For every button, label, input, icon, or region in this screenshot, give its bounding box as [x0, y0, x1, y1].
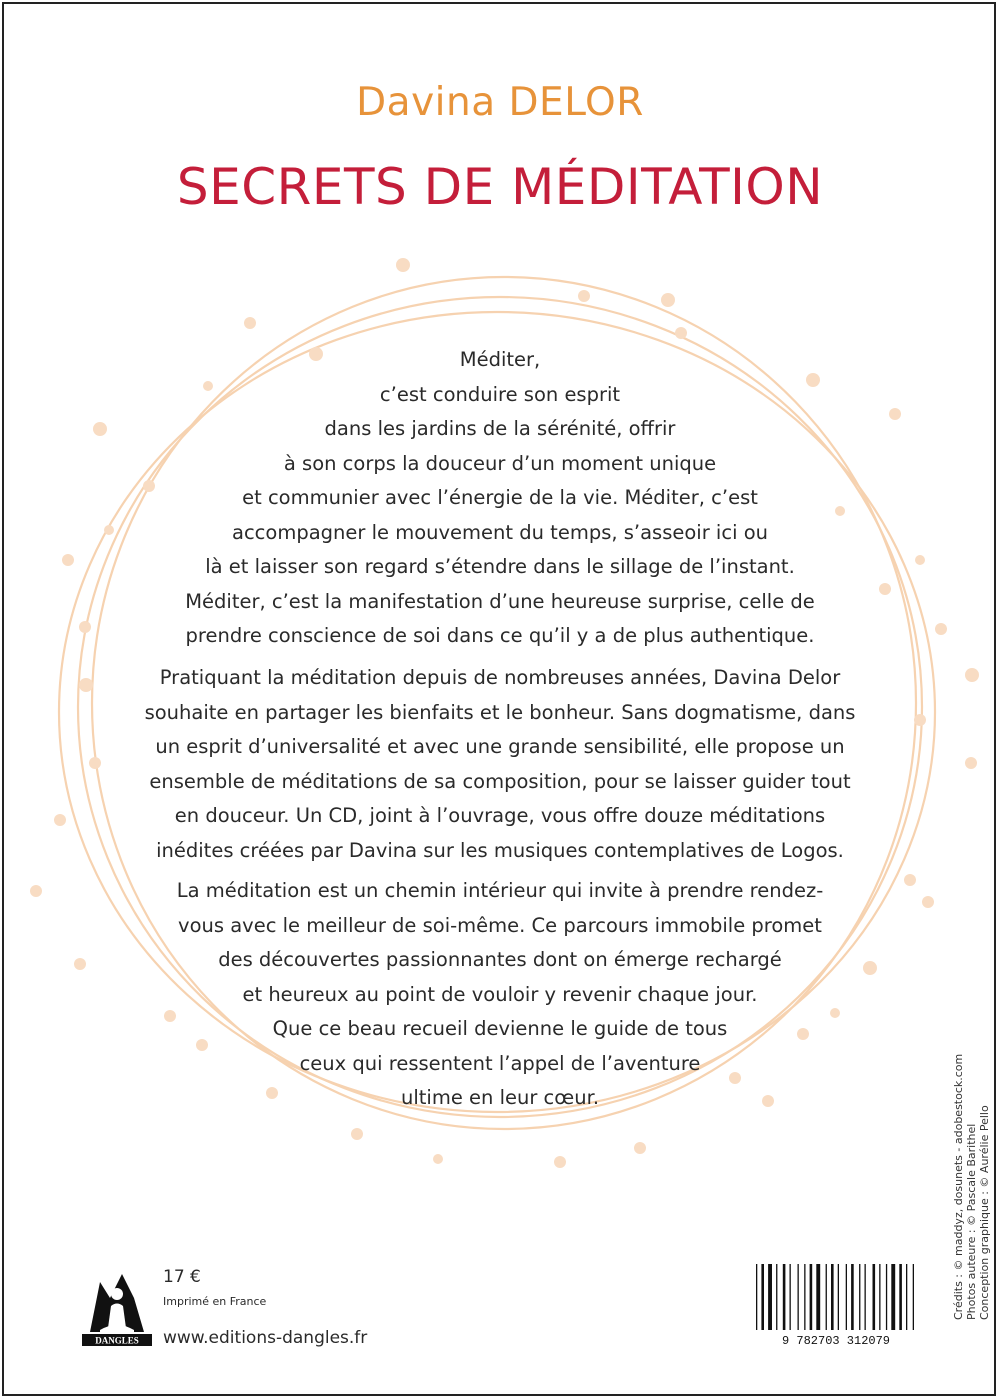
publisher-logo-text: DANGLES: [95, 1335, 139, 1346]
text-line: prendre conscience de soi dans ce qu’il y a de plus authentique.: [185, 624, 815, 647]
text-line: souhaite en partager les bienfaits et le bonheur. Sans dogmatisme, dans: [144, 700, 856, 724]
barcode-bar: [891, 1264, 895, 1330]
barcode-bar: [804, 1264, 805, 1330]
barcode-bar: [879, 1264, 880, 1330]
barcode-bar: [913, 1264, 914, 1330]
barcode-bar: [826, 1264, 827, 1330]
text-line: vous avec le meilleur de soi-même. Ce parcours immobile promet: [178, 913, 822, 937]
credit-line: Crédits : © maddyz, dosunets - adobestock.com: [952, 1053, 965, 1320]
credits: [952, 1054, 991, 1320]
price: 17 €: [163, 1267, 201, 1287]
printed-in: Imprimé en France: [163, 1295, 267, 1308]
credit-line: Conception graphique : © Aurélie Pello: [978, 1105, 991, 1320]
barcode-bar: [873, 1264, 876, 1330]
barcode-bar: [756, 1264, 757, 1330]
barcode-bar: [776, 1264, 777, 1330]
isbn-digits: 9 782703 312079: [781, 1334, 891, 1347]
decor-dot: [578, 290, 590, 302]
text-line: accompagner le mouvement du temps, s’asseoir ici ou: [232, 520, 768, 544]
barcode-bar: [798, 1264, 799, 1330]
barcode-bar: [899, 1264, 902, 1330]
decor-dot: [675, 327, 687, 339]
decor-dot: [351, 1128, 363, 1140]
barcode-bar: [768, 1264, 772, 1330]
barcode-bar: [865, 1264, 866, 1330]
text-line: c’est conduire son esprit: [379, 382, 621, 406]
text-line: Méditer, c’est la manifestation d’une heureuse surprise, celle de: [185, 589, 815, 613]
text-line: et heureux au point de vouloir y revenir chaque jour.: [242, 982, 758, 1006]
text-line: là et laisser son regard s’étendre dans le sillage de l’instant.: [205, 555, 795, 578]
barcode-bar: [810, 1264, 813, 1330]
text-line: et communier avec l’énergie de la vie. Méditer, c’est: [242, 486, 758, 509]
text-line: des découvertes passionnantes dont on émerge rechargé: [218, 948, 782, 971]
text-line: Que ce beau recueil devienne le guide de tous: [272, 1017, 728, 1040]
author-name: Davina DELOR: [356, 80, 644, 125]
barcode-bar: [886, 1264, 887, 1330]
text-line: ceux qui ressentent l’appel de l’aventure: [299, 1051, 701, 1075]
barcode-bar: [859, 1264, 860, 1330]
decor-dot: [554, 1156, 566, 1168]
text-line: Méditer,: [459, 348, 541, 371]
barcode-bar: [790, 1264, 791, 1330]
text-line: La méditation est un chemin intérieur qui invite à prendre rendez-: [176, 879, 824, 902]
text-line: un esprit d’universalité et avec une grande sensibilité, elle propose un: [155, 735, 845, 758]
text-line: dans les jardins de la sérénité, offrir: [324, 417, 676, 440]
barcode-bar: [838, 1264, 839, 1330]
text-line: ensemble de méditations de sa composition, pour se laisser guider tout: [149, 769, 851, 793]
text-line: à son corps la douceur d’un moment unique: [283, 451, 717, 475]
decor-dot: [396, 258, 410, 272]
text-line: inédites créées par Davina sur les musiques contemplatives de Logos.: [156, 838, 844, 862]
publisher-logo: [82, 1268, 152, 1346]
decor-dot: [433, 1154, 443, 1164]
barcode-bar: [846, 1264, 847, 1330]
website-link[interactable]: www.editions-dangles.fr: [163, 1328, 368, 1348]
text-line: en douceur. Un CD, joint à l’ouvrage, vous offre douze méditations: [174, 804, 826, 827]
decor-dot: [634, 1142, 646, 1154]
barcode-bar: [783, 1264, 786, 1330]
barcode-bar: [906, 1264, 907, 1330]
decor-dot: [244, 317, 256, 329]
barcode-bar: [816, 1264, 820, 1330]
credit-line: Photos auteure : © Pascale Barithel: [965, 1123, 978, 1320]
barcode-bar: [761, 1264, 764, 1330]
book-title: SECRETS DE MÉDITATION: [176, 158, 824, 216]
decor-dot: [661, 293, 675, 307]
barcode-bar: [831, 1264, 834, 1330]
text-line: ultime en leur cœur.: [400, 1086, 600, 1109]
isbn-barcode: [752, 1262, 920, 1347]
barcode-bar: [851, 1264, 854, 1330]
text-line: Pratiquant la méditation depuis de nombreuses années, Davina Delor: [159, 666, 841, 689]
